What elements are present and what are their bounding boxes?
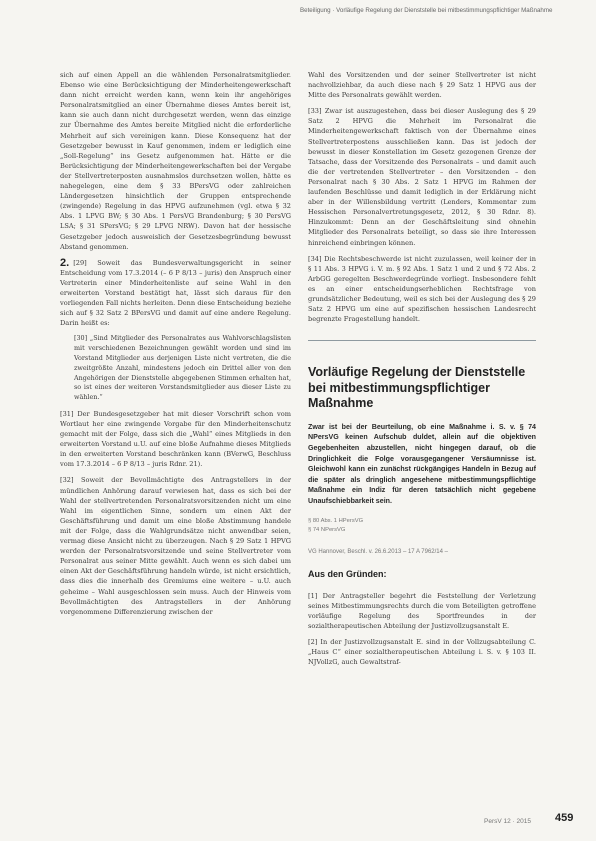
statute-ref: § 80 Abs. 1 HPersVG (308, 517, 364, 524)
paragraph: [34] Die Rechtsbeschwerde ist nicht zuzulassen, weil keiner der in § 11 Abs. 3 HPVG i. V. m. § 92 Abs. 1 Satz 1 und 2 und § 72 Abs. 2 ArbGG geregelten Beschwerdegründe vorliegt. Insbesondere fehlt es an einer entscheidungserheblichen Rechtsfrage von grundsätzlicher Bedeutung, weil es sich bei der Auslegung des § 29 Satz 2 HPVG um eine auf spezifischen hessischen Landesrecht begrenzte Fragestellung handelt. (308, 254, 536, 324)
block-quote: [30] „Sind Mitglieder des Personalrates aus Wahlvorschlagslisten mit verschiedenen Bezeichnungen gewählt worden und sind im Vorstand Mitglieder aus derjenigen Liste nicht vertreten, die die zweitgrößte Anzahl, mindestens jedoch ein Drittel aller von den Angehörigen der Dienststelle abgegebenen Stimmen erhalten hat, so ist eines der weiteren Vorstandsmitglieder aus dieser Liste zu wählen.“ (74, 334, 291, 402)
right-column (308, 70, 536, 673)
paragraph: [33] Zwar ist auszugestehen, dass bei dieser Auslegung des § 29 Satz 2 HPVG die Mehrheit im Personalrat die Minderheitengewerkschaft faktisch von der Übernahme eines Stellvertreterpostens ausschließen kann. Das ist jedoch der bewusst in dieser Konstellation im Gesetz gezogenen Grenze der Tatsache, dass der Vorsitzende des Personalrats – und damit auch die der vertretenden Stellvertreter – den Vorsitzenden – den Personalrat nach § 30 Abs. 2 Satz 1 HPVG im Rahmen der laufenden Beschlüsse und damit lediglich in der Erklärung nicht aber in der Willensbildung vertritt (Lenders, Kommentar zum Hessischen Personalvertretungsgesetz, 2012, § 30 Rdnr. 8). Hinzukommt: Denn an der Geschäftsleitung sind ohnehin Mitglieder des Personalrats beteiligt, so dass sie ihre Interessen hinreichend einbringen können. (308, 107, 536, 247)
paragraph: [31] Der Bundesgesetzgeber hat mit dieser Vorschrift schon vom Wortlaut her eine zwingende Vorgabe für den Minderheitenschutz gemacht mit der Folge, dass sich die „Wahl“ eines Mitglieds in den erweiterten Vorstand u.U. auf eine bloße Aufnahme dieses Mitglieds in den erweiterten Vorstand beschränken kann (BVerwG, Beschluss vom 17.3.2014 – 6 P 8/13 – juris Rdnr. 21). (60, 409, 291, 469)
running-head: Beteiligung · Vorläufige Regelung der Dienststelle bei mitbestimmungspflichtiger Maßnahme (300, 7, 553, 14)
reasons-heading: Aus den Gründen: (308, 568, 387, 579)
court-citation: VG Hannover, Beschl. v. 26.6.2013 – 17 A 7962/14 – (308, 548, 448, 555)
section-divider (308, 340, 536, 341)
paragraph (60, 258, 291, 329)
paragraph-text: [29] Soweit das Bundesverwaltungsgericht in seiner Entscheidung vom 17.3.2014 (– 6 P 8/13 – juris) den Anspruch einer Vertreterin einer Minderheitenliste auf seine Wahl in den erweiterten Vorstand bestätigt hat, lässt sich daraus für den vorliegenden Fall nichts herleiten. Denn diese Entscheidung beziehe sich auf § 32 Satz 2 BPersVG und damit auf eine andere Regelung. Darin heißt es: (60, 258, 291, 328)
paragraph: Wahl des Vorsitzenden und der seiner Stellvertreter ist nicht nachvollziehbar, da auch diese nach § 29 Satz 1 HPVG aus der Mitte des Personalrats gewählt werden. (308, 71, 536, 100)
paragraph: sich auf einen Appell an die wählenden Personalratsmitglieder. Ebenso wie eine Berücksichtigung der Minderheitengewerkschaft dann nicht erreicht werden kann, wenn kein ihr angehöriges Personalratsmitglied an einer Übernahme dieses Amtes bereit ist, kann sie auch dann nicht durchgesetzt werden, wenn das einzige zur Übernahme des Amtes bereite Mitglied nicht die erforderliche Mehrheit auf sich vereinigen kann. Diese Konsequenz hat der Gesetzgeber bewusst in Kauf genommen, indem er lediglich eine „Soll-Regelung“ ins Gesetz aufgenommen hat. Hätte er die Berücksichtigung der Minderheitengewerkschaften bei der Vergabe der Stellvertreterposten ausnahmslos durchsetzen wollen, hätte es nahegelegen, eine dem § 33 BPersVG oder zahlreichen Ländergesetzen hinsichtlich der Gruppen entsprechende (zwingende) Regelung in das HPVG aufzunehmen (vgl. etwa § 32 Abs. 1 LPVG BW; § 30 Abs. 1 PersVG Brandenburg; § 30 PersVG LSA; § 31 SPersVG; § 29 LPVG NRW). Davon hat der hessische Gesetzgeber jedoch ausweislich der Gesetzesbegründung bewusst Abstand genommen. (60, 71, 291, 251)
left-column (60, 70, 291, 623)
section-number: 2. (60, 256, 70, 269)
paragraph: [32] Soweit der Bevollmächtigte des Antragstellers in der mündlichen Anhörung darauf verwiesen hat, dass es sich bei der Wahl der stellvertretenden Personalratsvorsitzenden nicht um eine Wahl im eigentlichen Sinne, sondern um einen Akt der Geschäftsführung und damit um eine bloße Abstimmung handele mit der Folge, dass die Wahlgrundsätze nicht anwendbar seien, vermag diese Ansicht nicht zu überzeugen. Nach § 29 Satz 1 HPVG werden der Personalratsvorsitzende und seine Stellvertreter vom Personalrat aus seiner Mitte gewählt. Auch wenn es sich dabei um einen Akt der Geschäftsführung handeln würde, ist nicht ersichtlich, dass dies die innerhalb des Gremiums eine weitere – u.U. auch geheime – Wahl ausgeschlossen sein muss. Auch der Hinweis vom Bevollmächtigten des Antragstellers in der Anhörung vorgenommene Differenzierung zwischen der (60, 476, 291, 616)
statute-ref: § 74 NPersVG (308, 526, 346, 533)
headnote: Zwar ist bei der Beurteilung, ob eine Maßnahme i. S. v. § 74 NPersVG keinen Aufschub duldet, allein auf die objektiven Gegebenheiten abzustellen, nicht hingegen darauf, ob die Dringlichkeit die Folge vorausgegangener Versäumnisse ist. Gleichwohl kann ein zunächst rückgängiges Handeln in Bezug auf die später als dringlich angesehene mitbestimmungspflichtige Maßnahme ein Indiz für deren tatsächlich nicht gegebene Unaufschiebbarkeit sein. (308, 422, 536, 505)
paragraph: [1] Der Antragsteller begehrt die Feststellung der Verletzung seines Mitbestimmungsrechts durch die vom Beteiligten getroffene vorläufige Regelung des Sportfreundes in der sozialtherapeutischen Abteilung der Justizvollzugsanstalt E. (308, 591, 536, 630)
page-number: 459 (555, 812, 574, 824)
article-heading: Vorläufige Regelung der Dienststelle bei mitbestimmungspflichtiger Maßnahme (308, 365, 526, 411)
journal-footer: PersV 12 · 2015 (484, 818, 531, 825)
paragraph: [2] In der Justizvollzugsanstalt E. sind in der Vollzugsabteilung C. „Haus C“ einer sozialtherapeutischen Abteilung i. S. v. § 103 II. NJVollzG, auch Gewaltstraf- (308, 637, 536, 667)
